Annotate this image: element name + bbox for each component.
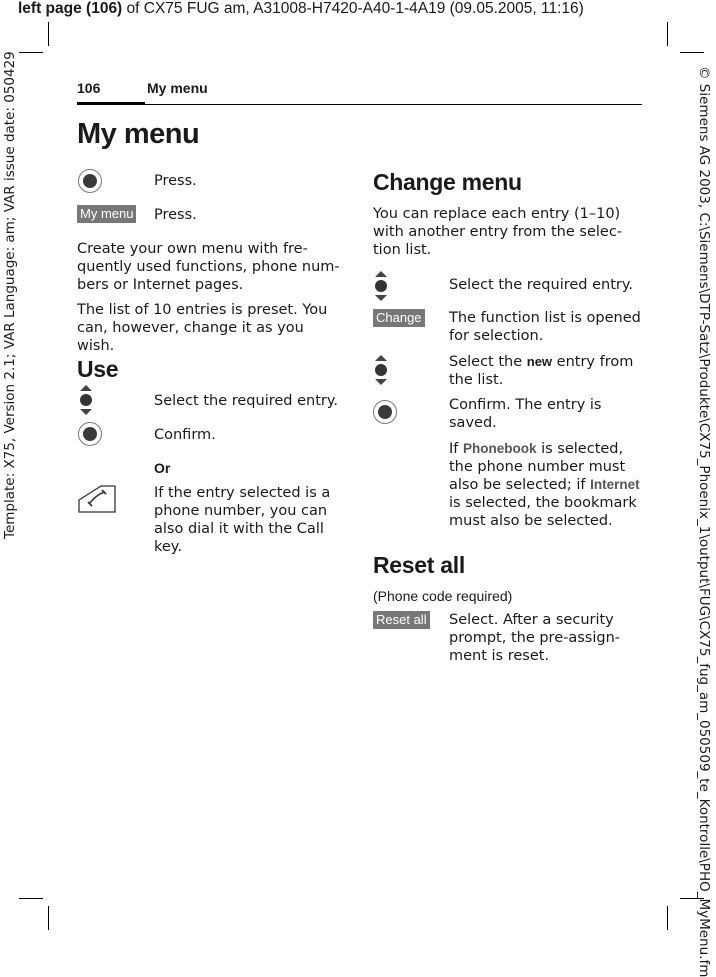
- change-menu-heading: Change menu: [373, 169, 522, 195]
- my-menu-softkey: My menu: [77, 205, 136, 223]
- print-info-rest: of CX75 FUG am, A31008-H7420-A40-1-4A19 (09.05.2005, 11:16): [122, 0, 584, 17]
- call-key-icon: [77, 484, 117, 514]
- reset-all-softkey: Reset all: [373, 611, 430, 629]
- preset-paragraph: The list of 10 entries is preset. You can, however, change it as you wish.: [77, 302, 328, 354]
- note-pre: If: [449, 441, 463, 457]
- navigation-key-press-icon: [373, 400, 397, 424]
- phonebook-label: Phonebook: [463, 441, 537, 456]
- crop-mark: [667, 906, 668, 930]
- running-head: My menu: [147, 80, 208, 96]
- navigation-key-up-down-icon: [78, 385, 94, 415]
- change-step-new: [449, 353, 641, 389]
- use-step-call: If the entry selected is a phone number, you can also dial it with the Call key.: [154, 485, 331, 555]
- reset-all-heading: Reset all: [373, 552, 465, 578]
- internet-label: Internet: [590, 477, 640, 492]
- use-heading: Use: [77, 356, 119, 382]
- header-rule: [77, 104, 642, 105]
- crop-mark: [48, 906, 49, 930]
- template-info-vertical: Template: X75, Version 2.1; VAR Language: am; VAR issue date: 050429: [2, 51, 18, 539]
- change-intro: You can replace each entry (1–10) with another entry from the selec-tion list.: [373, 206, 623, 258]
- use-step-select: Select the required entry.: [154, 393, 338, 409]
- navigation-key-press-icon: [78, 169, 102, 193]
- change-note: [449, 440, 641, 530]
- note-mid: is selected, the phone number must also be selected; if: [449, 441, 626, 493]
- print-info-line: [18, 0, 584, 18]
- reset-all-subtitle: (Phone code required): [373, 588, 513, 604]
- crop-mark: [19, 898, 43, 899]
- page-title: My menu: [77, 118, 200, 150]
- change-step-select: Select the required entry.: [449, 277, 633, 293]
- crop-mark: [680, 52, 704, 53]
- or-label: Or: [154, 460, 171, 476]
- crop-mark: [19, 52, 43, 53]
- reset-all-text: Select. After a security prompt, the pre-assign-ment is reset.: [449, 612, 621, 664]
- print-info-page: left page (106): [18, 0, 123, 17]
- new-label: new: [526, 354, 553, 369]
- file-path-vertical: © Siemens AG 2003, C:\Siemens\DTP-Satz\Produkte\CX75_Phoenix_1\output\FUG\CX75_fug_am_050509_te_Kontrolle\PHO_MyMenu.fm: [696, 66, 712, 977]
- navigation-key-up-down-icon: [373, 271, 389, 301]
- change-softkey: Change: [373, 309, 425, 327]
- change-step-confirm: Confirm. The entry is saved.: [449, 397, 602, 431]
- step-press: Press.: [154, 173, 197, 189]
- crop-mark: [48, 22, 49, 46]
- step-press-2: Press.: [154, 207, 197, 223]
- crop-mark: [667, 22, 668, 46]
- note-post: is selected, the bookmark must also be selected.: [449, 495, 637, 529]
- navigation-key-up-down-icon: [373, 355, 389, 385]
- intro-paragraph: Create your own menu with fre-quently used functions, phone num-bers or Internet pages.: [77, 241, 340, 293]
- page-number: 106: [77, 80, 101, 96]
- navigation-key-press-icon: [78, 422, 102, 446]
- change-step-new-post: entry from the list.: [449, 354, 634, 388]
- change-step-open: The function list is opened for selection.: [449, 310, 641, 344]
- use-step-confirm: Confirm.: [154, 427, 216, 443]
- change-step-new-pre: Select the: [449, 354, 527, 370]
